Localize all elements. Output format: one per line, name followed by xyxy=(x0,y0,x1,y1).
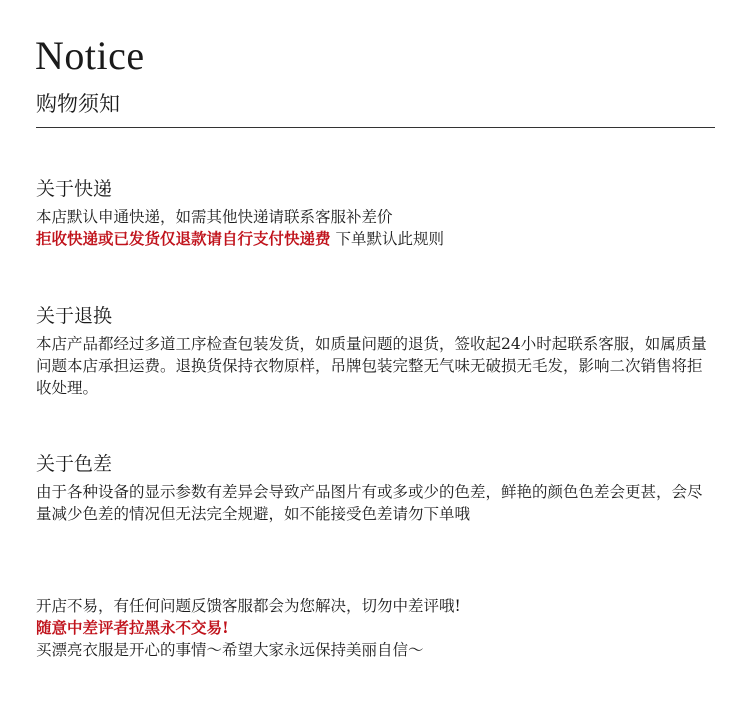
closing-line-1: 开店不易，有任何问题反馈客服都会为您解决，切勿中差评哦! xyxy=(36,597,461,615)
section-returns xyxy=(36,303,716,399)
section-heading-color-difference: 关于色差 xyxy=(36,453,113,475)
page-title: Notice xyxy=(35,33,145,78)
section-color-difference xyxy=(36,451,716,525)
title-divider xyxy=(36,127,715,128)
returns-policy-text: 本店产品都经过多道工序检查包装发货，如质量问题的退货，签收起24小时起联系客服，如属质量问题本店承担运费。退换货保持衣物原样，吊牌包装完整无气味无破损无毛发，影响二次销售将拒收处理。 xyxy=(36,335,707,397)
delivery-rule-line xyxy=(36,228,716,250)
delivery-default-text: 本店默认申通快递，如需其他快递请联系客服补差价 xyxy=(36,208,393,226)
closing-notice xyxy=(36,595,716,661)
delivery-rule-tail: 下单默认此规则 xyxy=(330,230,444,248)
section-heading-returns: 关于退换 xyxy=(36,305,113,327)
closing-warning: 随意中差评者拉黑永不交易! xyxy=(36,618,229,637)
section-delivery xyxy=(36,176,716,250)
color-difference-text: 由于各种设备的显示参数有差异会导致产品图片有或多或少的色差，鲜艳的颜色色差会更甚，会尽量减少色差的情况但无法完全规避，如不能接受色差请勿下单哦 xyxy=(36,483,703,523)
closing-line-3: 买漂亮衣服是开心的事情～希望大家永远保持美丽自信～ xyxy=(36,641,424,659)
delivery-refusal-warning: 拒收快递或已发货仅退款请自行支付快递费 xyxy=(36,229,331,248)
section-heading-delivery: 关于快递 xyxy=(36,178,113,200)
page-subtitle: 购物须知 xyxy=(36,92,120,116)
